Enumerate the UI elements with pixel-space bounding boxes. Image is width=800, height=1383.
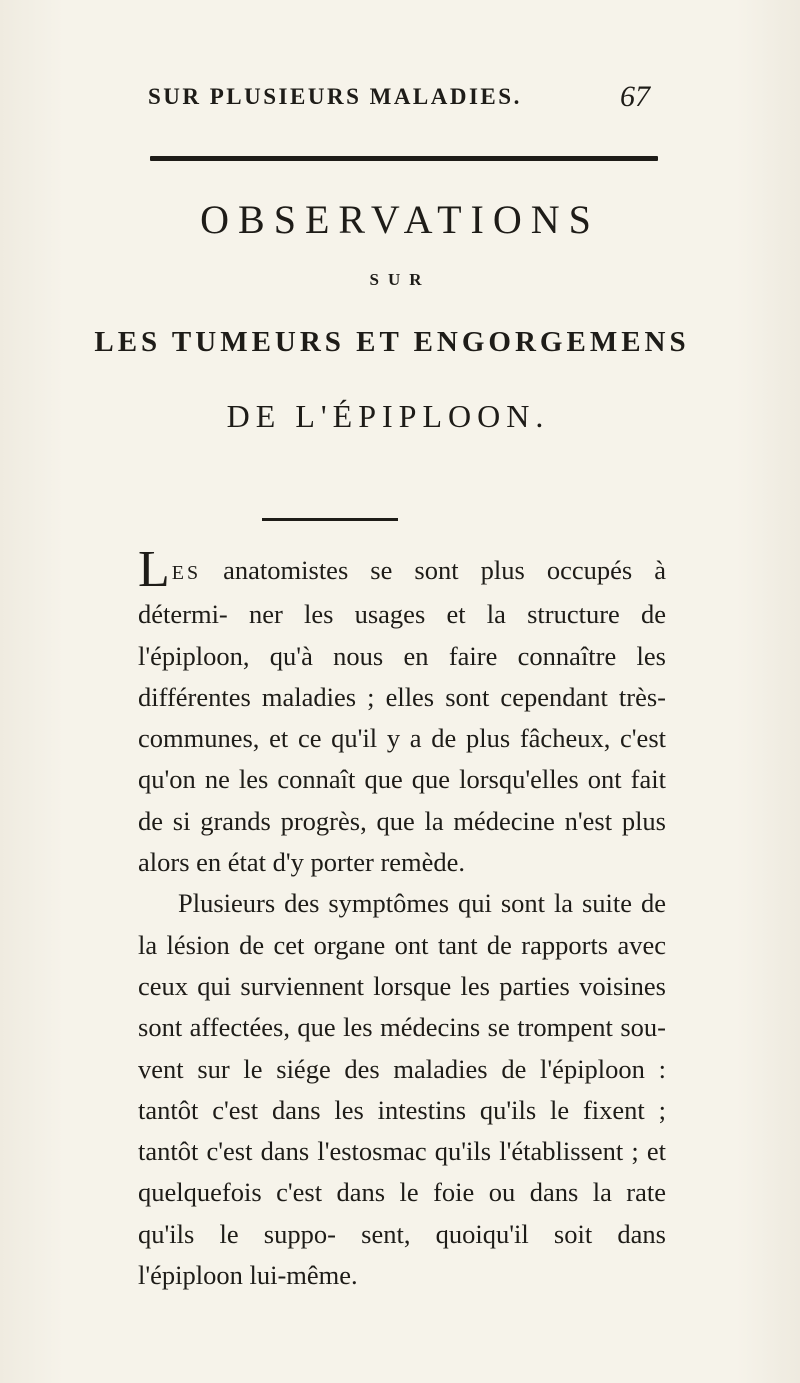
- page-number: 67: [620, 80, 650, 113]
- chapter-subtitle: LES TUMEURS ET ENGORGEMENS: [94, 326, 690, 358]
- header-rule: [150, 156, 658, 161]
- running-head-title: SUR PLUSIEURS MALADIES.: [148, 84, 522, 109]
- paragraph-1: [138, 541, 666, 883]
- body-text: [138, 541, 666, 1296]
- chapter-title-sur: SUR: [369, 270, 431, 289]
- chapter-title: OBSERVATIONS: [200, 197, 600, 242]
- chapter-subtitle-end: DE L'ÉPIPLOON.: [226, 398, 550, 434]
- section-rule: [262, 518, 398, 521]
- paragraph-2: Plusieurs des symptômes qui sont la suite de la lésion de cet organe ont tant de rapports avec ceux qui surviennent lorsque les parties voisines sont affectées, que les médecins se trompent sou- vent sur le siége des maladies de l'épiploon : tantôt c'est dans les intestins qu'ils le fixent ; tantôt c'est dans l'estosmac qu'ils l'établissent ; et quelquefois c'est dans le foie ou dans la rate qu'ils le suppo- sent, quoiqu'il soit dans l'épiploon lui-même.: [138, 888, 666, 1291]
- running-head: [148, 80, 668, 113]
- first-word-rest: ES: [171, 562, 202, 584]
- paragraph-1-text: anatomistes se sont plus occupés à détermi- ner les usages et la structure de l'épiploon, qu'à nous en faire connaître les différentes maladies ; elles sont cependant très-communes, et ce qu'il y a de plus fâcheux, c'est qu'on ne les connaît que que lorsqu'elles ont fait de si grands progrès, que la médecine n'est plus alors en état d'y porter remède.: [138, 555, 666, 878]
- drop-cap: L: [138, 541, 170, 598]
